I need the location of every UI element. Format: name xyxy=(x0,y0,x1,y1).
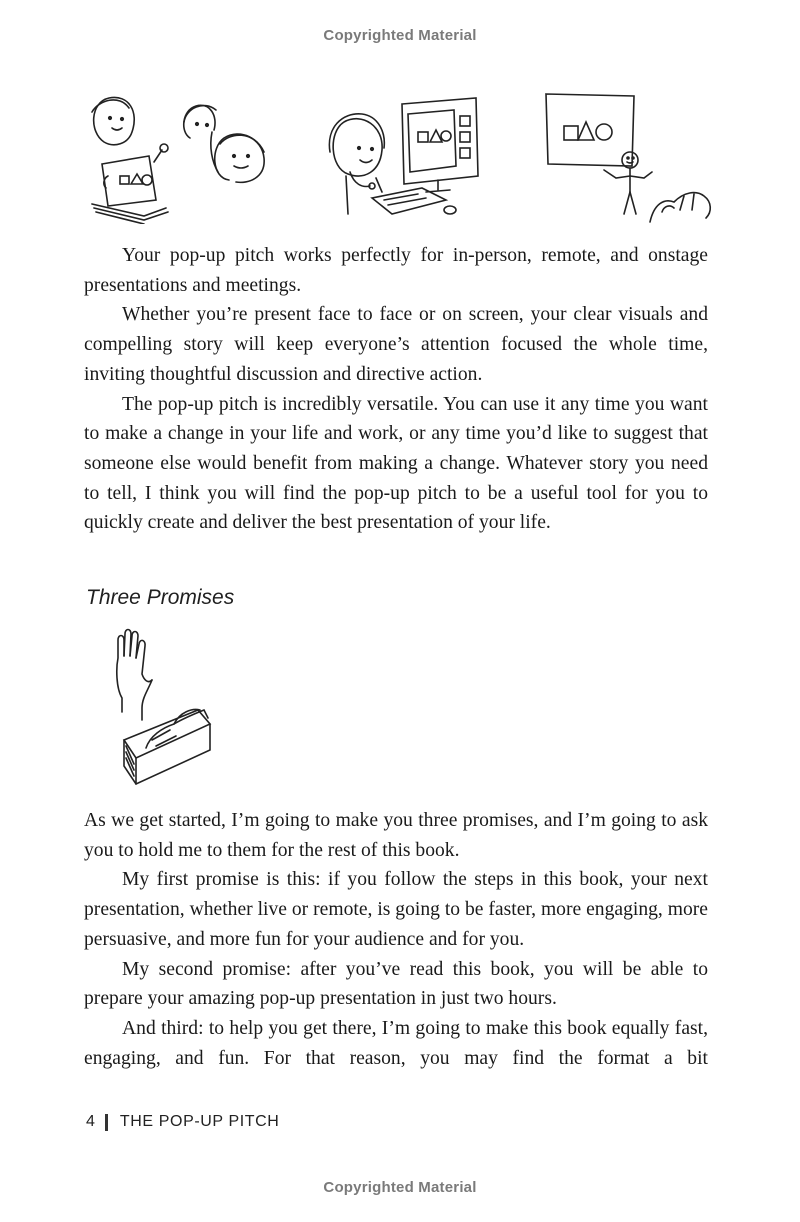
promise-paragraph: My first promise is this: if you follow the steps in this book, your next presentation, whether live or remote, is going to be faster, more engaging, more persuasive, and more fun for your audience and for you. xyxy=(84,869,708,950)
copyright-watermark-bottom: Copyrighted Material xyxy=(323,1179,477,1196)
remote-presentation-sketch xyxy=(326,92,486,224)
intro-paragraph: The pop-up pitch is incredibly versatile. You can use it any time you want to make a change in your life and work, or any time you’d like to suggest that someone else would benefit from making a change. Whatever story you need to tell, I think you will find the pop-up pitch to be a useful tool for you to quickly create and deliver the best presentation of your life. xyxy=(84,393,708,534)
promise-paragraph: As we get started, I’m going to make you three promises, and I’m going to ask you to hold me to them for the rest of this book. xyxy=(84,810,708,861)
presentation-illustrations xyxy=(84,92,716,224)
page-footer xyxy=(86,1113,279,1131)
footer-divider xyxy=(105,1114,108,1131)
in-person-meeting-sketch xyxy=(84,92,269,224)
promise-paragraph: And third: to help you get there, I’m going to make this book equally fast, engaging, and fun. For that reason, you may find the format a bit xyxy=(84,1017,708,1069)
promises-text xyxy=(84,806,708,1073)
promise-paragraph: My second promise: after you’ve read this book, you will be able to prepare your amazing pop-up presentation in just two hours. xyxy=(84,958,708,1010)
intro-text xyxy=(84,241,708,538)
page-number: 4 xyxy=(86,1113,95,1130)
raised-hand-oath-sketch xyxy=(108,628,218,796)
intro-paragraph: Your pop-up pitch works perfectly for in-person, remote, and onstage presentations and meetings. xyxy=(84,245,708,296)
intro-paragraph: Whether you’re present face to face or on screen, your clear visuals and compelling story will keep everyone’s attention focused the whole time, inviting thoughtful discussion and directive action. xyxy=(84,304,708,385)
running-title: THE POP-UP PITCH xyxy=(119,1113,280,1130)
onstage-presentation-sketch xyxy=(544,92,716,224)
copyright-watermark-top: Copyrighted Material xyxy=(323,27,477,44)
section-heading: Three Promises xyxy=(86,586,235,609)
